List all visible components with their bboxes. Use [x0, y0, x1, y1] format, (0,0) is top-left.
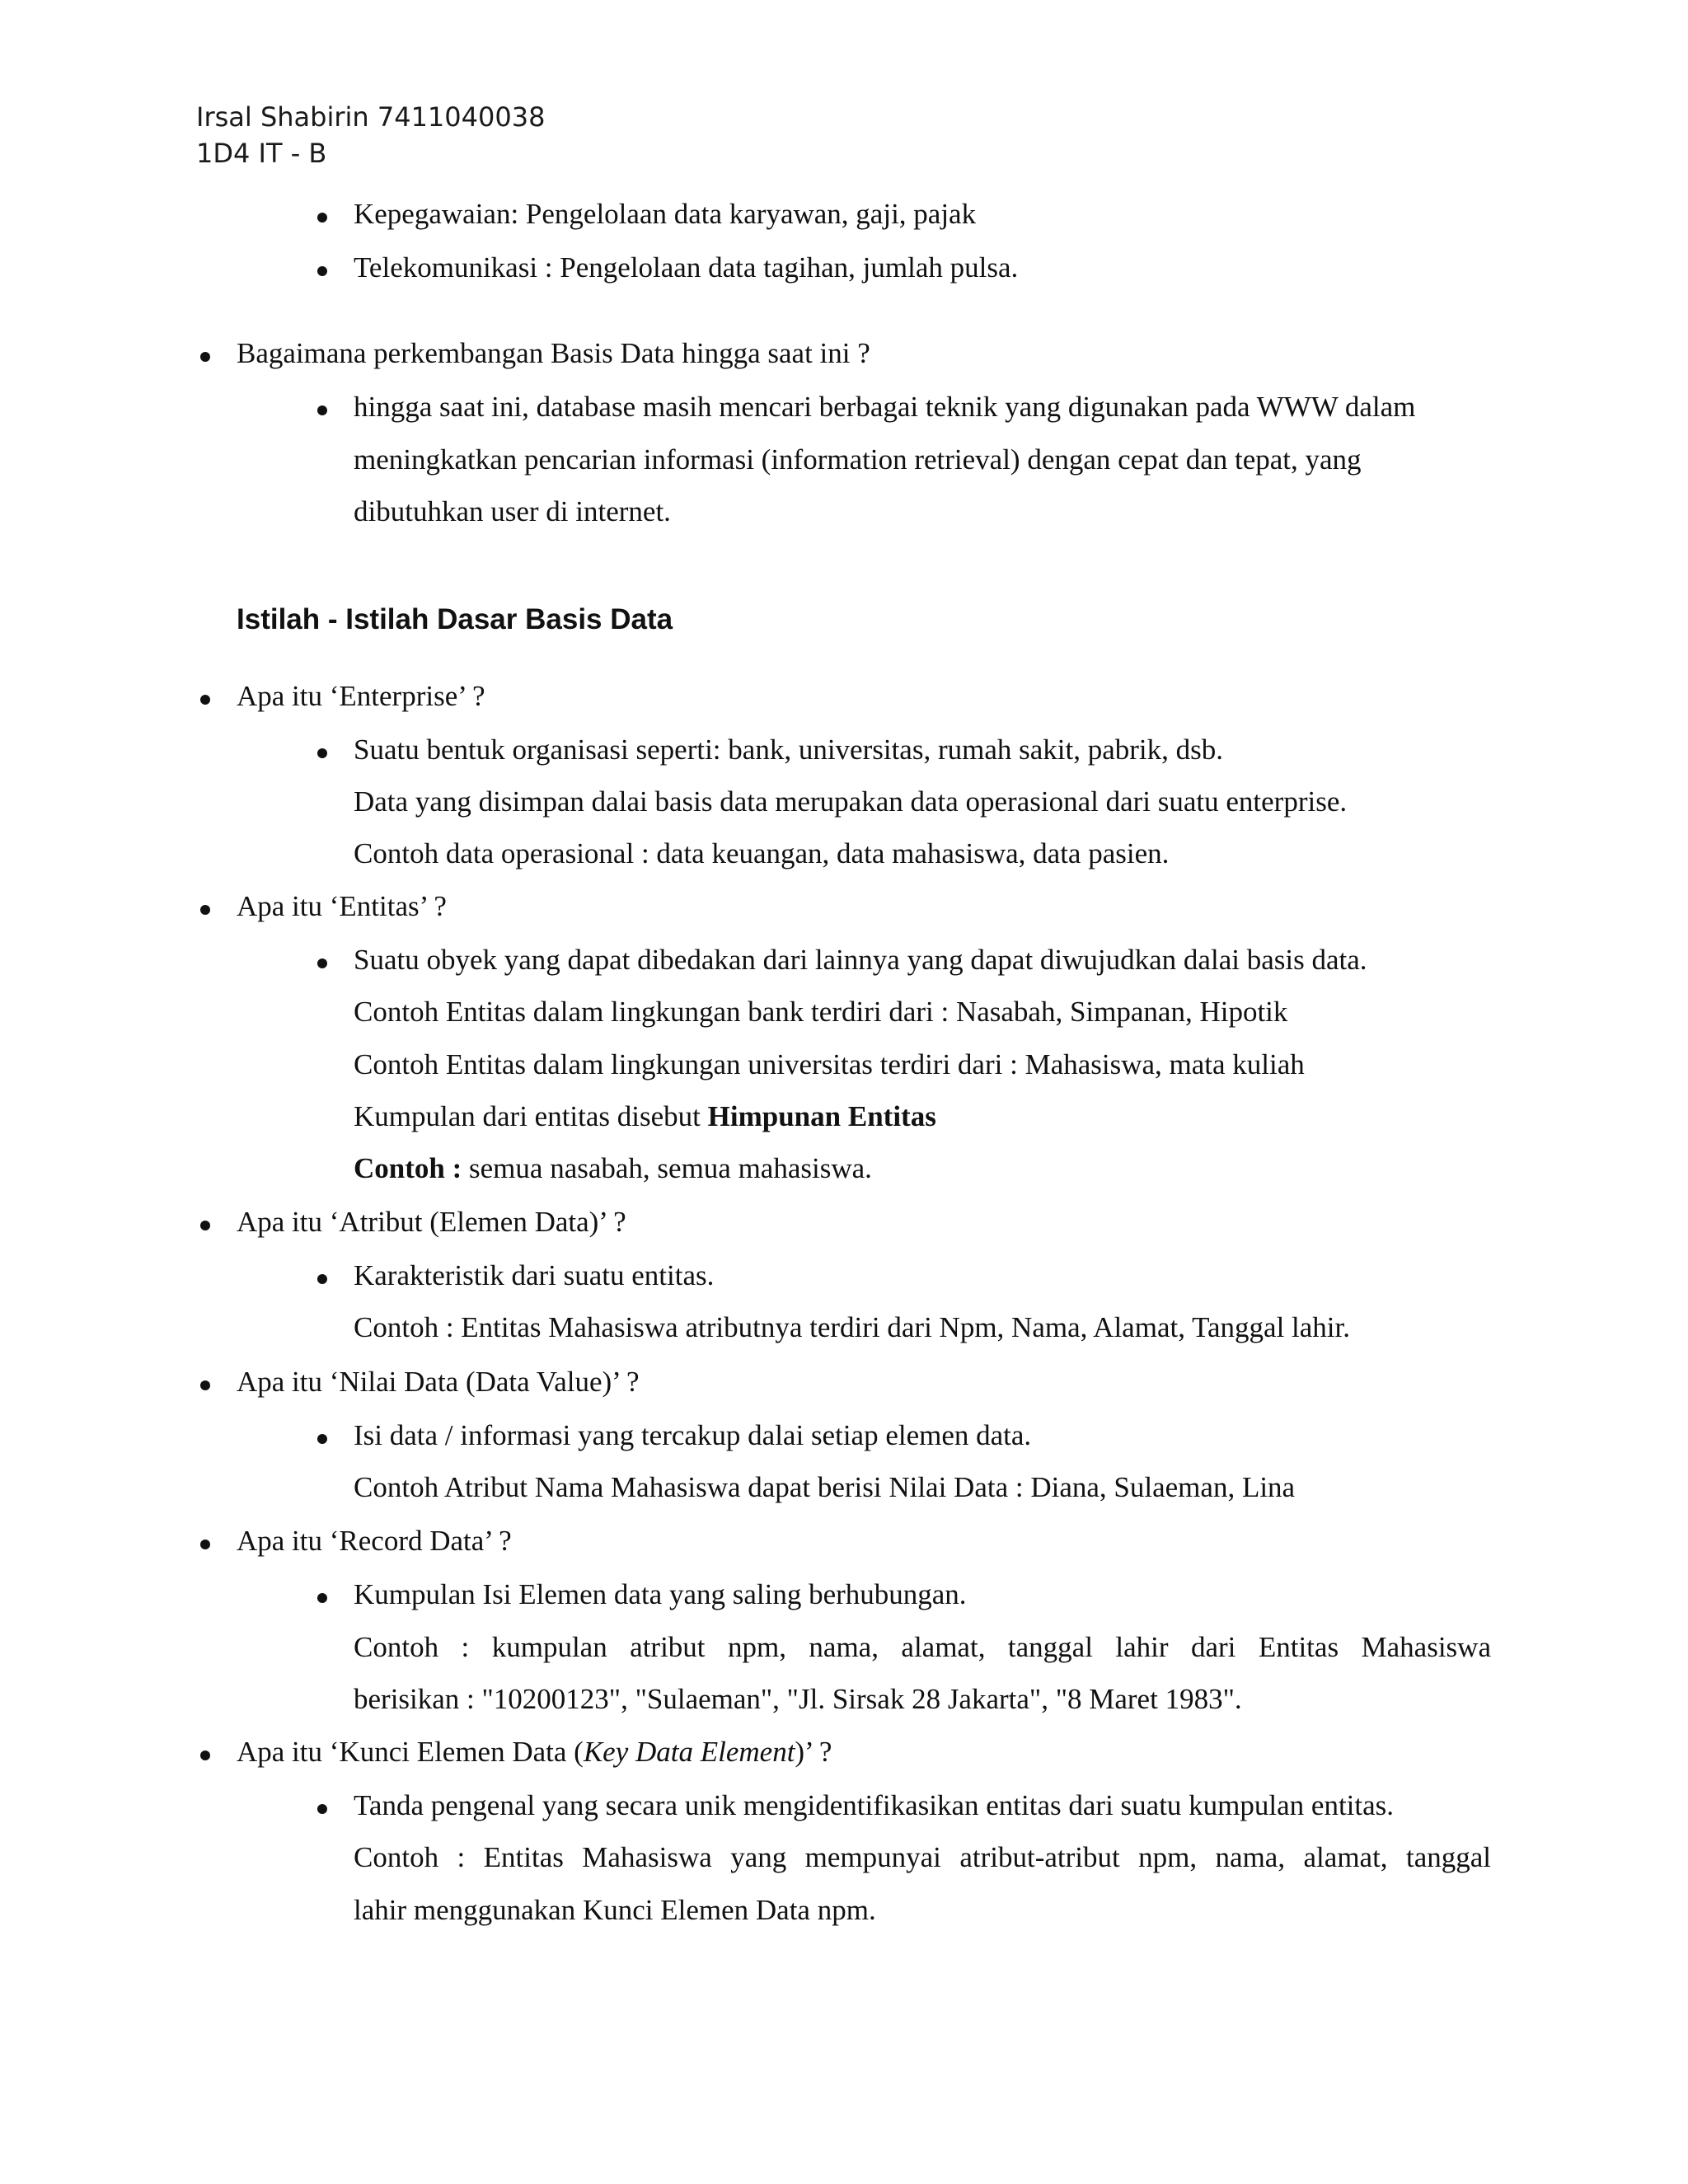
- record-line: Contoh : kumpulan atribut npm, nama, alamat, tanggal lahir dari Entitas Mahasiswa: [354, 1631, 1491, 1663]
- kunci-line: lahir menggunakan Kunci Elemen Data npm.: [354, 1894, 876, 1926]
- development-answer-line: dibutuhkan user di internet.: [354, 495, 671, 527]
- kunci-question-prefix: Apa itu ‘Kunci Elemen Data (: [237, 1736, 584, 1768]
- development-answer-line: hingga saat ini, database masih mencari berbagai teknik yang digunakan pada WWW dalam: [354, 391, 1416, 423]
- bullet-icon: [317, 958, 327, 968]
- atribut-line: Karakteristik dari suatu entitas.: [354, 1259, 715, 1291]
- bullet-icon: [317, 405, 327, 415]
- bullet-icon: [317, 266, 327, 276]
- entitas-example-line: [354, 1152, 872, 1185]
- entitas-set-term: Himpunan Entitas: [707, 1100, 936, 1132]
- intro-item-telekomunikasi: Telekomunikasi : Pengelolaan data tagihan, jumlah pulsa.: [354, 251, 1019, 284]
- bullet-icon: [200, 695, 210, 705]
- enterprise-line: Suatu bentuk organisasi seperti: bank, universitas, rumah sakit, pabrik, dsb.: [354, 733, 1224, 766]
- class-line: 1D4 IT - B: [196, 138, 327, 169]
- nilai-line: Isi data / informasi yang tercakup dalai setiap elemen data.: [354, 1419, 1032, 1451]
- bullet-icon: [317, 1804, 327, 1814]
- question-kunci-elemen-data: [237, 1736, 832, 1769]
- entitas-example-label: Contoh :: [354, 1152, 462, 1184]
- question-nilai-data: Apa itu ‘Nilai Data (Data Value)’ ?: [237, 1366, 640, 1398]
- bullet-icon: [200, 1221, 210, 1230]
- section-heading: Istilah - Istilah Dasar Basis Data: [237, 603, 673, 635]
- bullet-icon: [200, 905, 210, 915]
- question-enterprise: Apa itu ‘Enterprise’ ?: [237, 680, 485, 712]
- bullet-icon: [317, 1593, 327, 1603]
- kunci-question-suffix: )’ ?: [795, 1736, 832, 1768]
- entitas-set-prefix: Kumpulan dari entitas disebut: [354, 1100, 708, 1132]
- intro-item-kepegawaian: Kepegawaian: Pengelolaan data karyawan, gaji, pajak: [354, 198, 977, 230]
- bullet-icon: [317, 1274, 327, 1284]
- bullet-icon: [200, 1380, 210, 1390]
- entitas-set-line: [354, 1100, 936, 1133]
- entitas-line: Contoh Entitas dalam lingkungan bank terdiri dari : Nasabah, Simpanan, Hipotik: [354, 996, 1288, 1028]
- kunci-question-italic: Key Data Element: [583, 1736, 795, 1768]
- entitas-example-text: semua nasabah, semua mahasiswa.: [462, 1152, 872, 1184]
- document-header: [196, 99, 545, 171]
- enterprise-line: Contoh data operasional : data keuangan, data mahasiswa, data pasien.: [354, 837, 1170, 869]
- nilai-line: Contoh Atribut Nama Mahasiswa dapat berisi Nilai Data : Diana, Sulaeman, Lina: [354, 1471, 1296, 1503]
- bullet-icon: [200, 352, 210, 362]
- question-record-data: Apa itu ‘Record Data’ ?: [237, 1525, 512, 1557]
- author-line: Irsal Shabirin 7411040038: [196, 101, 546, 133]
- bullet-icon: [317, 1434, 327, 1444]
- atribut-line: Contoh : Entitas Mahasiswa atributnya terdiri dari Npm, Nama, Alamat, Tanggal lahir.: [354, 1311, 1351, 1343]
- entitas-line: Contoh Entitas dalam lingkungan universitas terdiri dari : Mahasiswa, mata kuliah: [354, 1048, 1305, 1080]
- bullet-icon: [317, 748, 327, 758]
- bullet-icon: [200, 1750, 210, 1760]
- question-atribut: Apa itu ‘Atribut (Elemen Data)’ ?: [237, 1206, 626, 1238]
- bullet-icon: [317, 213, 327, 223]
- bullet-icon: [200, 1540, 210, 1549]
- development-answer-line: meningkatkan pencarian informasi (information retrieval) dengan cepat dan tepat, yang: [354, 443, 1362, 476]
- entitas-line: Suatu obyek yang dapat dibedakan dari lainnya yang dapat diwujudkan dalai basis data.: [354, 944, 1367, 976]
- question-development: Bagaimana perkembangan Basis Data hingga saat ini ?: [237, 337, 870, 369]
- kunci-line: Contoh : Entitas Mahasiswa yang mempunyai atribut-atribut npm, nama, alamat, tanggal: [354, 1841, 1491, 1873]
- record-line: Kumpulan Isi Elemen data yang saling berhubungan.: [354, 1578, 967, 1610]
- enterprise-line: Data yang disimpan dalai basis data merupakan data operasional dari suatu enterprise.: [354, 785, 1348, 818]
- question-entitas: Apa itu ‘Entitas’ ?: [237, 890, 447, 922]
- record-line: berisikan : "10200123", "Sulaeman", "Jl. Sirsak 28 Jakarta", "8 Maret 1983".: [354, 1683, 1242, 1715]
- kunci-line: Tanda pengenal yang secara unik mengidentifikasikan entitas dari suatu kumpulan entitas.: [354, 1789, 1395, 1821]
